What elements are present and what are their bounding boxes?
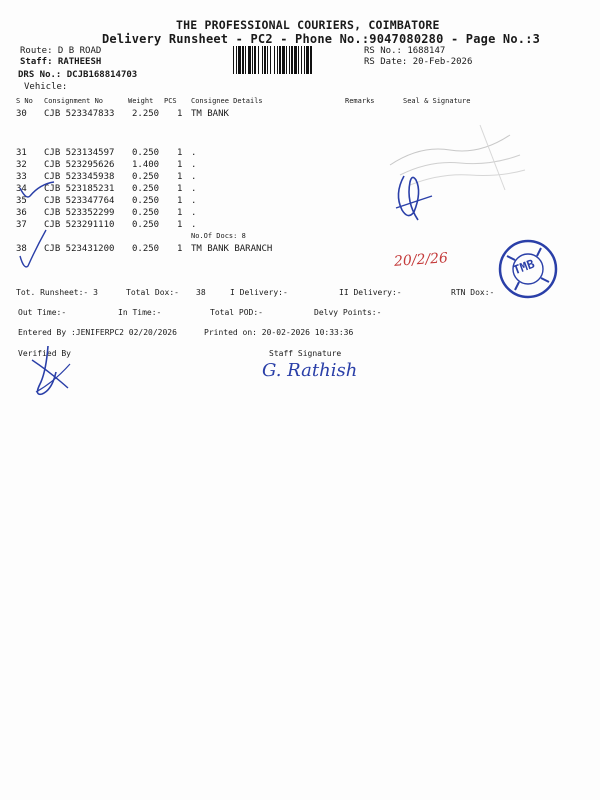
barcode-bar <box>238 46 241 74</box>
rs-number: RS No.: 1688147 <box>364 46 446 56</box>
row-consignee: . <box>191 184 197 194</box>
barcode-bar <box>294 46 297 74</box>
barcode-bar <box>282 46 285 74</box>
row-consignee: TM BANK BARANCH <box>191 244 273 254</box>
barcode-bar <box>304 46 305 74</box>
barcode-bar <box>267 46 268 74</box>
rtn-dox: RTN Dox:- <box>451 288 495 297</box>
barcode-icon <box>233 46 359 74</box>
barcode-bar <box>252 46 253 74</box>
rs-date: RS Date: 20-Feb-2026 <box>364 57 473 67</box>
barcode-bar <box>236 46 237 74</box>
row-consignment: CJB 523431200 <box>44 244 115 254</box>
barcode-bar <box>233 46 234 74</box>
row-consignee: . <box>191 220 197 230</box>
row-weight: 0.250 <box>132 184 160 194</box>
row-consignment: CJB 523134597 <box>44 148 115 158</box>
row-sno: 38 <box>16 244 27 254</box>
row-consignment: CJB 523347833 <box>44 109 115 119</box>
row-sno: 34 <box>16 184 27 194</box>
col-weight: Weight <box>128 97 154 105</box>
row-pcs: 1 <box>177 109 183 119</box>
col-seal-signature: Seal & Signature <box>403 97 471 105</box>
entered-by: Entered By :JENIFERPC2 02/20/2026 <box>18 328 177 337</box>
barcode-bar <box>306 46 309 74</box>
barcode-bar <box>298 46 299 74</box>
col-sno: S No <box>16 97 33 105</box>
total-dox-value: 38 <box>196 288 206 297</box>
col-consignee: Consignee Details <box>191 97 263 105</box>
row-consignee: . <box>191 196 197 206</box>
col-consignment: Consignment No <box>44 97 104 105</box>
row-sno: 36 <box>16 208 27 218</box>
row-consignment: CJB 523352299 <box>44 208 115 218</box>
row-weight: 0.250 <box>132 196 160 206</box>
row-consignee: TM BANK <box>191 109 229 119</box>
barcode-bar <box>262 46 263 74</box>
total-pod: Total POD:- <box>210 308 263 317</box>
barcode-bar <box>289 46 290 74</box>
route-label: Route: D B ROAD <box>20 46 102 56</box>
staff-label: Staff: RATHEESH <box>20 57 102 67</box>
no-of-docs: No.Of Docs: 8 <box>191 232 246 240</box>
barcode-bar <box>245 46 246 74</box>
row-consignment: CJB 523295626 <box>44 160 115 170</box>
barcode-bar <box>279 46 281 74</box>
row-consignment: CJB 523345938 <box>44 172 115 182</box>
row-pcs: 1 <box>177 148 183 158</box>
i-delivery: I Delivery:- <box>230 288 288 297</box>
barcode-bar <box>242 46 244 74</box>
total-dox-label: Total Dox:- <box>126 288 179 297</box>
col-remarks: Remarks <box>345 97 375 105</box>
vehicle-label: Vehicle: <box>24 82 68 92</box>
barcode-bar <box>264 46 266 74</box>
row-sno: 37 <box>16 220 27 230</box>
barcode-bar <box>258 46 259 74</box>
row-consignee: . <box>191 172 197 182</box>
row-weight: 0.250 <box>132 148 160 158</box>
row-sno: 30 <box>16 109 27 119</box>
row-pcs: 1 <box>177 172 183 182</box>
in-time: In Time:- <box>118 308 162 317</box>
row-weight: 2.250 <box>132 109 160 119</box>
row-consignee: . <box>191 208 197 218</box>
row-consignment: CJB 523291110 <box>44 220 115 230</box>
row-pcs: 1 <box>177 208 183 218</box>
col-pcs: PCS <box>164 97 177 105</box>
runsheet-title: Delivery Runsheet - PC2 - Phone No.:9047080280 - Page No.:3 <box>102 32 541 46</box>
row-pcs: 1 <box>177 220 183 230</box>
row-pcs: 1 <box>177 184 183 194</box>
out-time: Out Time:- <box>18 308 67 317</box>
delvy-points: Delvy Points:- <box>314 308 382 317</box>
handwritten-date: 20/2/26 <box>393 250 449 270</box>
row-weight: 0.250 <box>132 244 160 254</box>
row-consignee: . <box>191 148 197 158</box>
ii-delivery: II Delivery:- <box>339 288 402 297</box>
row-consignment: CJB 523185231 <box>44 184 115 194</box>
verified-by: Verified By <box>18 349 71 358</box>
barcode-bar <box>277 46 278 74</box>
row-weight: 0.250 <box>132 208 160 218</box>
barcode-bar <box>248 46 251 74</box>
tick-mark-icon <box>18 228 48 274</box>
barcode-bar <box>301 46 302 74</box>
row-weight: 0.250 <box>132 220 160 230</box>
row-pcs: 1 <box>177 244 183 254</box>
row-sno: 31 <box>16 148 27 158</box>
barcode-bar <box>291 46 293 74</box>
row-sno: 33 <box>16 172 27 182</box>
staff-signature: G. Rathish <box>262 360 358 381</box>
barcode-bar <box>270 46 271 74</box>
company-name: THE PROFESSIONAL COURIERS, COIMBATORE <box>176 18 440 32</box>
row-pcs: 1 <box>177 196 183 206</box>
staff-signature-label: Staff Signature <box>269 349 342 358</box>
barcode-bar <box>274 46 275 74</box>
stamp-text: TMB <box>511 256 537 278</box>
row-consignee: . <box>191 160 197 170</box>
verifier-signature-icon <box>26 342 76 402</box>
tot-runsheet: Tot. Runsheet:- 3 <box>16 288 98 297</box>
row-weight: 1.400 <box>132 160 160 170</box>
row-consignment: CJB 523347764 <box>44 196 115 206</box>
row-weight: 0.250 <box>132 172 160 182</box>
row-pcs: 1 <box>177 160 183 170</box>
barcode-bar <box>254 46 256 74</box>
row-sno: 32 <box>16 160 27 170</box>
row-sno: 35 <box>16 196 27 206</box>
signature-scribble-icon <box>392 172 442 227</box>
printed-on: Printed on: 20-02-2026 10:33:36 <box>204 328 354 337</box>
barcode-bar <box>310 46 312 74</box>
tick-mark-icon <box>18 180 58 204</box>
drs-number: DRS No.: DCJB168814703 <box>18 70 138 80</box>
barcode-bar <box>286 46 287 74</box>
